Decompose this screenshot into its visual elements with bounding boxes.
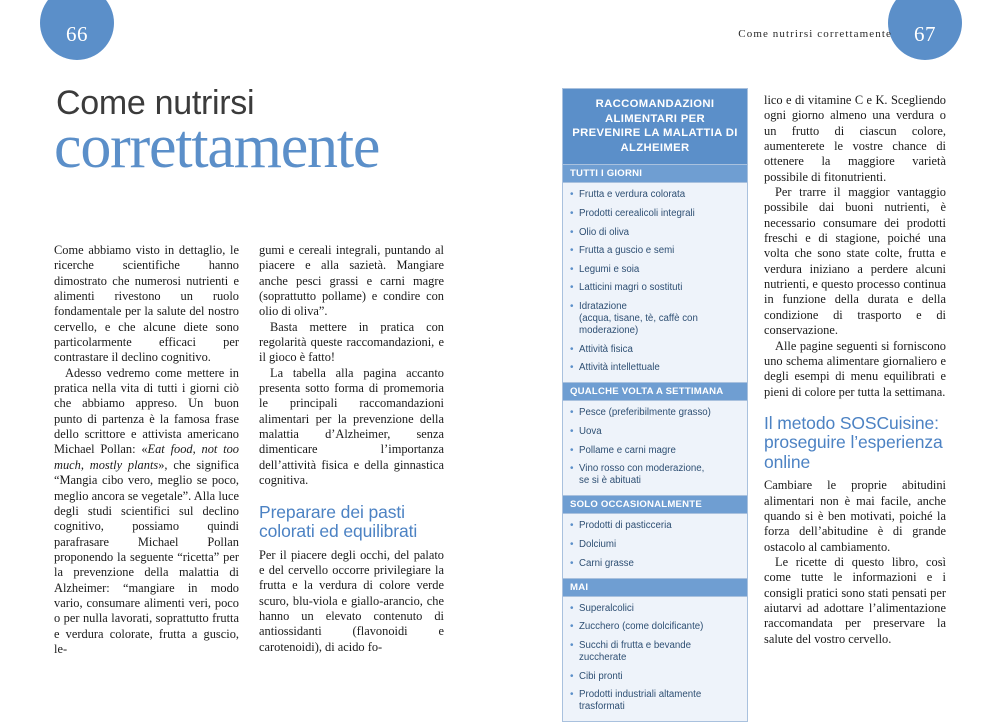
paragraph: La tabella alla pagina accanto presenta sotto forma di promemoria le principali raccomandazioni alimentari per la prevenzione della malattia d’Alzheimer, senza dimenticare l’importanza dell’attività fisica e della ginnastica cognitiva. — [259, 365, 444, 488]
panel-item-label: Cibi pronti — [579, 670, 623, 682]
bullet-icon: • — [570, 189, 574, 201]
panel-item — [570, 520, 740, 532]
bullet-icon: • — [570, 426, 574, 437]
bullet-icon: • — [570, 639, 574, 651]
page-number-left-label: 66 — [66, 22, 88, 46]
panel-item — [570, 264, 740, 276]
panel-item-list — [563, 183, 747, 382]
bullet-icon: • — [570, 557, 574, 569]
bullet-icon: • — [570, 282, 574, 294]
panel-item — [570, 539, 740, 551]
paragraph: Alle pagine seguenti si forniscono uno schema alimentare giornaliero e degli esempi di menu equilibrati e pieni di colore per tutta la settimana. — [764, 338, 946, 399]
chapter-title-line1: Come nutrirsi — [56, 84, 255, 122]
paragraph: lico e di vitamine C e K. Scegliendo ogni giorno almeno una verdura o un frutto di ciascun colore, aumenterete le vostre chance di ottenere la maggiore varietà possibile di fitonutrienti. — [764, 93, 946, 184]
panel-item-label: Legumi e soia — [579, 263, 640, 275]
panel-item — [570, 558, 740, 570]
bullet-icon: • — [570, 463, 574, 475]
panel-item-sublabel: se si è abituati — [579, 475, 641, 487]
paragraph: gumi e cereali integrali, puntando al piacere e alla sazietà. Mangiare anche pesci grassi e carni magre (soprattutto pollame) e condire con olio di oliva”. — [259, 243, 444, 319]
bullet-icon: • — [570, 407, 574, 419]
panel-item — [570, 621, 740, 633]
bullet-icon: • — [570, 300, 574, 312]
running-head: Come nutrirsi correttamente — [738, 28, 892, 40]
bullet-icon: • — [570, 670, 574, 682]
paragraph: Per il piacere degli occhi, del palato e del cervello occorre privilegiare la frutta e la verdura di colore verde scuro, blu-viola e giallo-arancio, che hanno un elevato contenuto di antiossidanti (flavonoidi e carotenoidi), di acido fo- — [259, 547, 444, 654]
panel-item-sublabel: (acqua, tisane, tè, caffè con moderazione) — [579, 313, 698, 337]
panel-title: RACCOMANDAZIONI ALIMENTARI PER PREVENIRE LA MALATTIA DI ALZHEIMER — [563, 89, 747, 164]
body-column-1 — [54, 243, 239, 657]
bullet-icon: • — [570, 602, 574, 614]
panel-item-label: Prodotti cerealicoli integrali — [579, 207, 695, 219]
panel-item-label: Pesce (preferibilmente grasso) — [579, 407, 711, 419]
panel-item — [570, 227, 740, 239]
panel-item-list — [563, 401, 747, 495]
panel-item — [570, 362, 740, 374]
bullet-icon: • — [570, 226, 574, 238]
panel-item-label: Zucchero (come dolcificante) — [579, 621, 704, 633]
bullet-icon: • — [570, 343, 574, 355]
paragraph: Per trarre il maggior vantaggio possibile dai buoni nutrienti, è necessario consumare dei prodotti freschi e di stagione, poiché una volta che sono state colte, frutta e verdura iniziano a perdere alcuni nutrienti, e questo processo continua in funzione della durata e della condizione di trasporto e di conservazione. — [764, 185, 946, 338]
panel-item-label: Prodotti industriali altamente trasformati — [579, 689, 702, 713]
panel-item — [570, 689, 740, 713]
panel-item-label: Attività fisica — [579, 343, 633, 355]
panel-item-label: Olio di oliva — [579, 226, 630, 238]
panel-section-heading: QUALCHE VOLTA A SETTIMANA — [563, 382, 747, 401]
bullet-icon: • — [570, 245, 574, 257]
panel-item — [570, 301, 740, 337]
panel-item — [570, 344, 740, 356]
section-heading-preparare: Preparare dei pasti colorati ed equilibrati — [259, 501, 418, 541]
panel-item — [570, 282, 740, 294]
paragraph: Basta mettere in pratica con regolarità queste raccomandazioni, e il gioco è fatto! — [259, 319, 444, 365]
panel-item-label: Latticini magri o sostituti — [579, 282, 683, 294]
paragraph: Cambiare le proprie abitudini alimentari non è mai facile, anche quando si è ben motivati, poiché la forza dell’abitudine è di grande ostacolo al cambiamento. — [764, 478, 946, 554]
panel-item-label: Idratazione — [579, 300, 627, 312]
chapter-title — [54, 84, 514, 181]
paragraph: Come abbiamo visto in dettaglio, le ricerche scientifiche hanno dimostrato che numerosi nutrienti e alimenti rivestono un ruolo fondamentale per la salute del nostro cervello, e che alcune diete sono particolarmente efficaci per contrastare il declino cognitivo. — [54, 243, 239, 365]
panel-item-label: Attività intellettuale — [579, 362, 660, 374]
panel-item — [570, 445, 740, 457]
panel-item-label: Pollame e carni magre — [579, 444, 676, 456]
bullet-icon: • — [570, 520, 574, 532]
panel-item-label: Carni grasse — [579, 557, 634, 569]
paragraph: Adesso vedremo come mettere in pratica nella vita di tutti i giorni ciò che abbiamo appreso. Un buon punto di partenza è la famosa frase dello scrittore e attivista americano Michael Pollan: «Eat food, not too much, mostly plants», che significa “Mangia cibo vero, meglio se poco, meglio ancora se vegetale”. Alla luce degli studi scientifici sul declino cognitivo, possiamo quindi parafrasare Michael Pollan proponendo la seguente “ricetta” per la prevenzione della malattia di Alzheimer: “mangiare in modo vario, consumare alimenti veri, poco o per nulla lavorati, soprattutto frutta e verdura colorate, frutta a guscio, le- — [54, 365, 239, 656]
panel-item-label: Frutta e verdura colorata — [579, 189, 686, 201]
panel-item-label: Superalcolici — [579, 602, 634, 614]
panel-item — [570, 426, 740, 438]
panel-item — [570, 671, 740, 683]
panel-item — [570, 407, 740, 419]
panel-section-heading: SOLO OCCASIONALMENTE — [563, 495, 747, 514]
panel-item-label: Dolciumi — [579, 538, 617, 550]
panel-section-heading: MAI — [563, 578, 747, 597]
panel-item-label: Frutta a guscio e semi — [579, 245, 675, 257]
italic-quote: Eat food, not too much, mostly plants — [54, 442, 239, 472]
bullet-icon: • — [570, 207, 574, 219]
bullet-icon: • — [570, 263, 574, 275]
panel-item — [570, 603, 740, 615]
page-number-right-label: 67 — [914, 22, 936, 46]
panel-item — [570, 463, 740, 487]
panel-item — [570, 189, 740, 201]
recommendations-panel — [562, 88, 748, 722]
bullet-icon: • — [570, 538, 574, 550]
body-column-3 — [764, 93, 946, 647]
panel-item-label: Succhi di frutta e bevande zuccherate — [579, 639, 692, 663]
bullet-icon: • — [570, 362, 574, 374]
panel-item-list — [563, 514, 747, 577]
body-column-2 — [259, 243, 444, 655]
section-heading-soscuisine: Il metodo SOSCuisine: proseguire l’esperienza online — [764, 412, 943, 472]
chapter-title-line2: correttamente — [54, 113, 380, 181]
panel-item-label: Vino rosso con moderazione, — [579, 463, 705, 475]
panel-section-heading: TUTTI I GIORNI — [563, 164, 747, 183]
panel-item — [570, 208, 740, 220]
panel-item — [570, 640, 740, 664]
panel-item-list — [563, 597, 747, 722]
page-number-right — [888, 0, 962, 60]
panel-item — [570, 245, 740, 257]
bullet-icon: • — [570, 621, 574, 633]
bullet-icon: • — [570, 689, 574, 701]
panel-item-label: Uova — [579, 426, 602, 437]
panel-item-label: Prodotti di pasticceria — [579, 520, 672, 532]
panel-sections — [563, 164, 747, 721]
page-number-left — [40, 0, 114, 60]
paragraph: Le ricette di questo libro, così come tutte le informazioni e i consigli pratici sono stati pensati per aiutarvi ad adottare l’alimentazione raccomandata per preservare la salute del vostro cervello. — [764, 555, 946, 646]
bullet-icon: • — [570, 444, 574, 456]
